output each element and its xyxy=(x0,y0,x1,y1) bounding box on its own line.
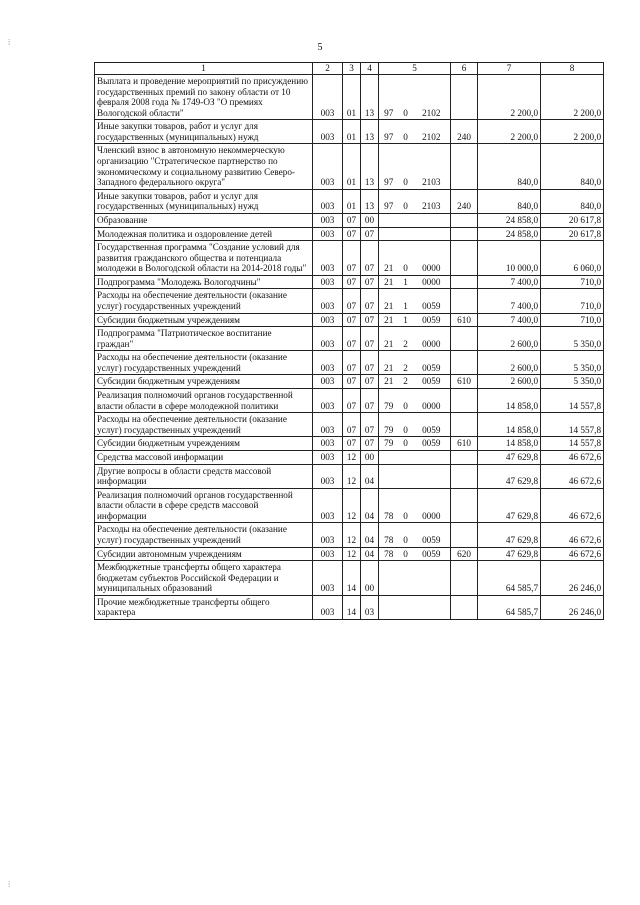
target-subprogram-code: 0 xyxy=(399,547,413,561)
table-row xyxy=(95,464,604,488)
expense-type-code xyxy=(451,227,478,241)
ministry-code: 003 xyxy=(313,120,343,144)
ministry-code: 003 xyxy=(313,523,343,547)
target-subprogram-code: 2 xyxy=(399,327,413,351)
target-direction-code: 0059 xyxy=(413,547,451,561)
ministry-code: 003 xyxy=(313,327,343,351)
target-program-code: 79 xyxy=(379,389,399,413)
target-direction-code: 2103 xyxy=(413,189,451,213)
target-subprogram-code: 0 xyxy=(399,189,413,213)
target-subprogram-code xyxy=(399,561,413,596)
target-program-code: 21 xyxy=(379,351,399,375)
table-row xyxy=(95,523,604,547)
target-direction-code xyxy=(413,561,451,596)
expense-type-code xyxy=(451,464,478,488)
expense-type-code: 610 xyxy=(451,437,478,451)
table-row xyxy=(95,275,604,289)
amount-year-2: 6 060,0 xyxy=(541,241,604,276)
target-subprogram-code: 0 xyxy=(399,523,413,547)
amount-year-2: 840,0 xyxy=(541,189,604,213)
row-name: Выплата и проведение мероприятий по присуждению государственных премий по закону области от 10 февраля 2008 года № 1749-ОЗ "О премиях Вологодской области" xyxy=(95,75,313,120)
target-direction-code: 0059 xyxy=(413,375,451,389)
row-name: Подпрограмма "Молодежь Вологодчины" xyxy=(95,275,313,289)
target-program-code: 21 xyxy=(379,275,399,289)
target-program-code xyxy=(379,561,399,596)
table-row xyxy=(95,289,604,313)
row-name: Расходы на обеспечение деятельности (оказание услуг) государственных учреждений xyxy=(95,413,313,437)
table-row xyxy=(95,413,604,437)
subsection-code: 07 xyxy=(361,327,379,351)
ministry-code: 003 xyxy=(313,227,343,241)
amount-year-1: 840,0 xyxy=(478,144,541,189)
amount-year-2: 710,0 xyxy=(541,275,604,289)
header-cell: 3 xyxy=(343,63,361,75)
target-subprogram-code: 0 xyxy=(399,120,413,144)
target-subprogram-code: 0 xyxy=(399,413,413,437)
row-name: Межбюджетные трансферты общего характера бюджетам субъектов Российской Федерации и муниципальных образований xyxy=(95,561,313,596)
section-code: 07 xyxy=(343,289,361,313)
target-subprogram-code xyxy=(399,595,413,619)
table-row xyxy=(95,327,604,351)
target-direction-code: 0059 xyxy=(413,437,451,451)
target-direction-code: 0000 xyxy=(413,488,451,523)
target-program-code: 97 xyxy=(379,75,399,120)
target-direction-code: 2103 xyxy=(413,144,451,189)
amount-year-2: 20 617,8 xyxy=(541,213,604,227)
target-direction-code xyxy=(413,213,451,227)
amount-year-2: 20 617,8 xyxy=(541,227,604,241)
expense-type-code xyxy=(451,523,478,547)
target-direction-code xyxy=(413,464,451,488)
table-row xyxy=(95,375,604,389)
ministry-code: 003 xyxy=(313,437,343,451)
section-code: 14 xyxy=(343,595,361,619)
row-name: Субсидии бюджетным учреждениям xyxy=(95,313,313,327)
amount-year-1: 24 858,0 xyxy=(478,227,541,241)
expense-type-code: 610 xyxy=(451,375,478,389)
expense-type-code xyxy=(451,450,478,464)
ministry-code: 003 xyxy=(313,561,343,596)
section-code: 07 xyxy=(343,213,361,227)
target-program-code xyxy=(379,464,399,488)
table-row xyxy=(95,450,604,464)
target-subprogram-code: 0 xyxy=(399,75,413,120)
ministry-code: 003 xyxy=(313,351,343,375)
amount-year-2: 46 672,6 xyxy=(541,547,604,561)
target-program-code xyxy=(379,450,399,464)
target-program-code: 97 xyxy=(379,120,399,144)
amount-year-1: 14 858,0 xyxy=(478,389,541,413)
table-row xyxy=(95,189,604,213)
subsection-code: 07 xyxy=(361,275,379,289)
table-row xyxy=(95,227,604,241)
expense-type-code xyxy=(451,595,478,619)
section-code: 07 xyxy=(343,313,361,327)
table-row xyxy=(95,547,604,561)
target-direction-code: 0059 xyxy=(413,289,451,313)
amount-year-1: 2 200,0 xyxy=(478,75,541,120)
target-program-code xyxy=(379,213,399,227)
amount-year-1: 24 858,0 xyxy=(478,213,541,227)
row-name: Подпрограмма "Патриотическое воспитание граждан" xyxy=(95,327,313,351)
table-row xyxy=(95,213,604,227)
target-direction-code: 0059 xyxy=(413,523,451,547)
target-program-code: 78 xyxy=(379,488,399,523)
target-direction-code: 0059 xyxy=(413,351,451,375)
amount-year-1: 840,0 xyxy=(478,189,541,213)
amount-year-2: 14 557,8 xyxy=(541,389,604,413)
expense-type-code xyxy=(451,327,478,351)
target-program-code: 97 xyxy=(379,144,399,189)
row-name: Субсидии автономным учреждениям xyxy=(95,547,313,561)
subsection-code: 07 xyxy=(361,241,379,276)
section-code: 07 xyxy=(343,413,361,437)
expense-type-code: 620 xyxy=(451,547,478,561)
target-subprogram-code: 0 xyxy=(399,437,413,451)
header-row xyxy=(95,63,604,75)
target-subprogram-code: 1 xyxy=(399,275,413,289)
target-program-code: 97 xyxy=(379,189,399,213)
row-name: Реализация полномочий органов государственной власти области в сфере средств массовой информации xyxy=(95,488,313,523)
page-number: 5 xyxy=(317,42,323,53)
row-name: Расходы на обеспечение деятельности (оказание услуг) государственных учреждений xyxy=(95,351,313,375)
table-row xyxy=(95,313,604,327)
target-program-code: 21 xyxy=(379,327,399,351)
target-subprogram-code xyxy=(399,464,413,488)
amount-year-2: 5 350,0 xyxy=(541,327,604,351)
amount-year-1: 47 629,8 xyxy=(478,464,541,488)
row-name: Государственная программа "Создание условий для развития гражданского общества и потенциала молодежи в Вологодской области на 2014-2018 годы" xyxy=(95,241,313,276)
subsection-code: 00 xyxy=(361,450,379,464)
subsection-code: 07 xyxy=(361,375,379,389)
expense-type-code xyxy=(451,413,478,437)
target-subprogram-code xyxy=(399,213,413,227)
section-code: 01 xyxy=(343,144,361,189)
target-program-code xyxy=(379,595,399,619)
ministry-code: 003 xyxy=(313,189,343,213)
subsection-code: 13 xyxy=(361,189,379,213)
subsection-code: 03 xyxy=(361,595,379,619)
amount-year-2: 46 672,6 xyxy=(541,523,604,547)
ministry-code: 003 xyxy=(313,413,343,437)
scan-margin-mark: ⁞ xyxy=(8,880,11,889)
section-code: 07 xyxy=(343,227,361,241)
section-code: 07 xyxy=(343,351,361,375)
expense-type-code xyxy=(451,561,478,596)
target-direction-code xyxy=(413,450,451,464)
amount-year-1: 2 200,0 xyxy=(478,120,541,144)
amount-year-1: 7 400,0 xyxy=(478,313,541,327)
expense-type-code xyxy=(451,275,478,289)
amount-year-2: 46 672,6 xyxy=(541,450,604,464)
section-code: 12 xyxy=(343,547,361,561)
header-cell: 5 xyxy=(379,63,451,75)
section-code: 01 xyxy=(343,120,361,144)
expense-type-code: 240 xyxy=(451,120,478,144)
target-subprogram-code: 2 xyxy=(399,351,413,375)
subsection-code: 13 xyxy=(361,120,379,144)
table-row xyxy=(95,595,604,619)
amount-year-2: 5 350,0 xyxy=(541,375,604,389)
section-code: 07 xyxy=(343,437,361,451)
budget-table xyxy=(94,62,604,620)
row-name: Другие вопросы в области средств массовой информации xyxy=(95,464,313,488)
target-direction-code xyxy=(413,227,451,241)
ministry-code: 003 xyxy=(313,213,343,227)
target-subprogram-code: 2 xyxy=(399,375,413,389)
subsection-code: 07 xyxy=(361,313,379,327)
header-cell: 4 xyxy=(361,63,379,75)
ministry-code: 003 xyxy=(313,464,343,488)
target-subprogram-code: 0 xyxy=(399,241,413,276)
expense-type-code xyxy=(451,389,478,413)
target-program-code: 21 xyxy=(379,289,399,313)
target-subprogram-code: 0 xyxy=(399,144,413,189)
table-row xyxy=(95,488,604,523)
row-name: Молодежная политика и оздоровление детей xyxy=(95,227,313,241)
row-name: Прочие межбюджетные трансферты общего характера xyxy=(95,595,313,619)
row-name: Образование xyxy=(95,213,313,227)
subsection-code: 13 xyxy=(361,144,379,189)
target-direction-code: 0000 xyxy=(413,327,451,351)
row-name: Иные закупки товаров, работ и услуг для государственных (муниципальных) нужд xyxy=(95,120,313,144)
subsection-code: 00 xyxy=(361,561,379,596)
target-program-code: 21 xyxy=(379,375,399,389)
subsection-code: 07 xyxy=(361,289,379,313)
subsection-code: 07 xyxy=(361,437,379,451)
table-row xyxy=(95,75,604,120)
table-row xyxy=(95,561,604,596)
subsection-code: 07 xyxy=(361,389,379,413)
subsection-code: 00 xyxy=(361,213,379,227)
table-body xyxy=(95,75,604,620)
amount-year-2: 14 557,8 xyxy=(541,437,604,451)
amount-year-1: 2 600,0 xyxy=(478,327,541,351)
target-direction-code xyxy=(413,595,451,619)
row-name: Расходы на обеспечение деятельности (оказание услуг) государственных учреждений xyxy=(95,289,313,313)
target-program-code: 78 xyxy=(379,523,399,547)
table-row xyxy=(95,120,604,144)
section-code: 01 xyxy=(343,75,361,120)
target-direction-code: 2102 xyxy=(413,120,451,144)
expense-type-code xyxy=(451,351,478,375)
amount-year-1: 64 585,7 xyxy=(478,595,541,619)
row-name: Реализация полномочий органов государственной власти области в сфере молодежной политики xyxy=(95,389,313,413)
amount-year-1: 10 000,0 xyxy=(478,241,541,276)
amount-year-2: 2 200,0 xyxy=(541,120,604,144)
section-code: 07 xyxy=(343,275,361,289)
amount-year-1: 47 629,8 xyxy=(478,547,541,561)
section-code: 14 xyxy=(343,561,361,596)
amount-year-1: 2 600,0 xyxy=(478,375,541,389)
subsection-code: 07 xyxy=(361,413,379,437)
amount-year-1: 47 629,8 xyxy=(478,450,541,464)
row-name: Расходы на обеспечение деятельности (оказание услуг) государственных учреждений xyxy=(95,523,313,547)
ministry-code: 003 xyxy=(313,144,343,189)
subsection-code: 04 xyxy=(361,464,379,488)
target-subprogram-code: 0 xyxy=(399,389,413,413)
amount-year-2: 46 672,6 xyxy=(541,464,604,488)
table-row xyxy=(95,241,604,276)
target-direction-code: 0000 xyxy=(413,389,451,413)
amount-year-1: 64 585,7 xyxy=(478,561,541,596)
expense-type-code xyxy=(451,488,478,523)
amount-year-1: 7 400,0 xyxy=(478,289,541,313)
table-row xyxy=(95,437,604,451)
expense-type-code xyxy=(451,144,478,189)
section-code: 12 xyxy=(343,450,361,464)
subsection-code: 04 xyxy=(361,523,379,547)
section-code: 12 xyxy=(343,488,361,523)
row-name: Членский взнос в автономную некоммерческую организацию "Стратегическое партнерство по экономическому и социальному развитию Северо-Западного федерального округа" xyxy=(95,144,313,189)
amount-year-1: 47 629,8 xyxy=(478,523,541,547)
subsection-code: 13 xyxy=(361,75,379,120)
amount-year-1: 14 858,0 xyxy=(478,413,541,437)
ministry-code: 003 xyxy=(313,313,343,327)
amount-year-1: 2 600,0 xyxy=(478,351,541,375)
target-program-code: 21 xyxy=(379,241,399,276)
target-subprogram-code xyxy=(399,227,413,241)
section-code: 07 xyxy=(343,241,361,276)
ministry-code: 003 xyxy=(313,450,343,464)
scan-margin-mark: ⁞ xyxy=(8,38,11,47)
table-row xyxy=(95,144,604,189)
row-name: Иные закупки товаров, работ и услуг для государственных (муниципальных) нужд xyxy=(95,189,313,213)
amount-year-2: 5 350,0 xyxy=(541,351,604,375)
ministry-code: 003 xyxy=(313,375,343,389)
expense-type-code: 240 xyxy=(451,189,478,213)
row-name: Субсидии бюджетным учреждениям xyxy=(95,375,313,389)
target-program-code xyxy=(379,227,399,241)
row-name: Субсидии бюджетным учреждениям xyxy=(95,437,313,451)
section-code: 07 xyxy=(343,389,361,413)
ministry-code: 003 xyxy=(313,275,343,289)
subsection-code: 04 xyxy=(361,547,379,561)
section-code: 01 xyxy=(343,189,361,213)
row-name: Средства массовой информации xyxy=(95,450,313,464)
ministry-code: 003 xyxy=(313,75,343,120)
table-row xyxy=(95,389,604,413)
header-cell: 8 xyxy=(541,63,604,75)
header-cell: 2 xyxy=(313,63,343,75)
section-code: 12 xyxy=(343,523,361,547)
ministry-code: 003 xyxy=(313,488,343,523)
target-direction-code: 0059 xyxy=(413,413,451,437)
amount-year-2: 14 557,8 xyxy=(541,413,604,437)
expense-type-code: 610 xyxy=(451,313,478,327)
header-cell: 6 xyxy=(451,63,478,75)
target-subprogram-code xyxy=(399,450,413,464)
amount-year-2: 26 246,0 xyxy=(541,595,604,619)
expense-type-code xyxy=(451,75,478,120)
amount-year-2: 840,0 xyxy=(541,144,604,189)
target-direction-code: 0000 xyxy=(413,241,451,276)
target-direction-code: 2102 xyxy=(413,75,451,120)
amount-year-1: 47 629,8 xyxy=(478,488,541,523)
amount-year-2: 46 672,6 xyxy=(541,488,604,523)
amount-year-1: 14 858,0 xyxy=(478,437,541,451)
target-program-code: 79 xyxy=(379,413,399,437)
expense-type-code xyxy=(451,213,478,227)
table-row xyxy=(95,351,604,375)
header-cell: 1 xyxy=(95,63,313,75)
ministry-code: 003 xyxy=(313,389,343,413)
subsection-code: 04 xyxy=(361,488,379,523)
expense-type-code xyxy=(451,241,478,276)
section-code: 07 xyxy=(343,327,361,351)
target-program-code: 79 xyxy=(379,437,399,451)
amount-year-2: 2 200,0 xyxy=(541,75,604,120)
section-code: 12 xyxy=(343,464,361,488)
amount-year-2: 710,0 xyxy=(541,313,604,327)
subsection-code: 07 xyxy=(361,351,379,375)
target-program-code: 21 xyxy=(379,313,399,327)
ministry-code: 003 xyxy=(313,547,343,561)
amount-year-1: 7 400,0 xyxy=(478,275,541,289)
amount-year-2: 26 246,0 xyxy=(541,561,604,596)
target-subprogram-code: 1 xyxy=(399,313,413,327)
ministry-code: 003 xyxy=(313,241,343,276)
target-subprogram-code: 0 xyxy=(399,488,413,523)
target-direction-code: 0059 xyxy=(413,313,451,327)
target-subprogram-code: 1 xyxy=(399,289,413,313)
header-cell: 7 xyxy=(478,63,541,75)
target-direction-code: 0000 xyxy=(413,275,451,289)
expense-type-code xyxy=(451,289,478,313)
section-code: 07 xyxy=(343,375,361,389)
amount-year-2: 710,0 xyxy=(541,289,604,313)
subsection-code: 07 xyxy=(361,227,379,241)
ministry-code: 003 xyxy=(313,595,343,619)
target-program-code: 78 xyxy=(379,547,399,561)
ministry-code: 003 xyxy=(313,289,343,313)
